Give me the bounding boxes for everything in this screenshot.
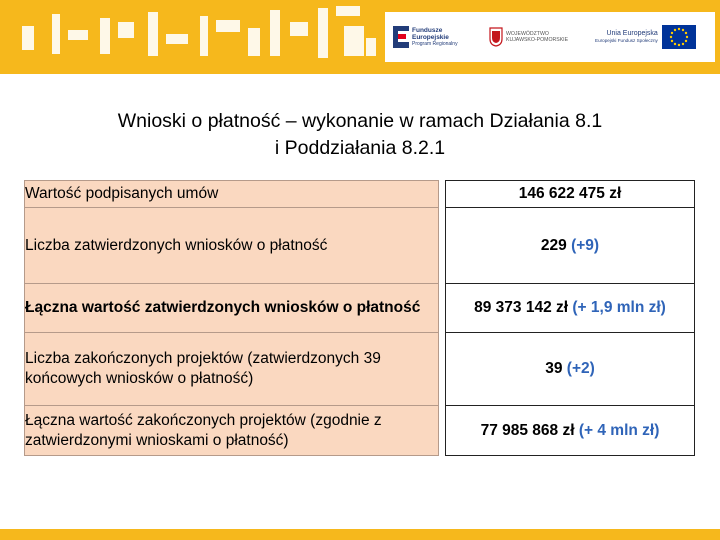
ue-line-2: Europejski Fundusz Społeczny (595, 38, 658, 43)
value-amount: 39 (545, 360, 563, 377)
decor-block (22, 26, 34, 50)
coat-of-arms-icon (489, 27, 503, 47)
ue-line-1: Unia Europejska (606, 30, 658, 37)
decor-block (336, 6, 360, 16)
decor-block (166, 34, 188, 44)
row-value (446, 181, 695, 208)
value-amount: 146 622 475 zł (518, 185, 622, 202)
fundusze-line-2: Europejskie (412, 33, 449, 41)
fundusze-line-1: Fundusze (412, 26, 443, 34)
header-banner (0, 0, 720, 74)
value-amount: 77 985 868 zł (480, 421, 575, 439)
title-line-2: i Poddziałania 8.2.1 (274, 137, 446, 159)
row-value (446, 333, 695, 406)
value-amount: 89 373 142 zł (474, 299, 569, 316)
row-label: Liczba zatwierdzonych wniosków o płatność (25, 208, 439, 284)
decor-block (52, 14, 60, 54)
row-value (446, 284, 695, 333)
row-label: Łączna wartość zakończonych projektów (zgodnie z zatwierdzonymi wnioskami o płatność) (25, 406, 439, 456)
table-row (25, 333, 695, 406)
decor-block (118, 22, 134, 38)
unia-europejska-logo (595, 17, 711, 57)
decor-block (366, 38, 376, 56)
table-row (25, 284, 695, 333)
logo-strip (385, 12, 715, 62)
value-change: (+ 4 mln zł) (578, 421, 660, 439)
value-change: (+ 1,9 mln zł) (572, 299, 666, 316)
kujawsko-pomorskie-logo (489, 17, 581, 57)
decor-block (318, 8, 328, 58)
fundusze-line-3: Program Regionalny (412, 40, 458, 47)
decor-block (290, 22, 308, 36)
footer-band (0, 529, 720, 540)
fundusze-europejskie-mark-icon (393, 26, 409, 48)
table-row (25, 181, 695, 208)
decor-block (148, 12, 158, 56)
row-value (446, 406, 695, 456)
decor-block (68, 30, 88, 40)
eu-flag-icon (662, 25, 696, 49)
row-label: Wartość podpisanych umów (25, 181, 439, 208)
value-change: (+9) (571, 236, 600, 254)
row-label: Liczba zakończonych projektów (zatwierdzonych 39 końcowych wniosków o płatność) (25, 333, 439, 406)
decor-block (216, 20, 240, 32)
slide-title (0, 108, 720, 162)
fundusze-europejskie-logo (393, 17, 483, 57)
decor-block (248, 28, 260, 56)
kp-line-2: KUJAWSKO-POMORSKIE (506, 37, 569, 43)
decor-block (270, 10, 280, 56)
decor-block (344, 26, 364, 56)
kp-line-1: WOJEWÓDZTWO (506, 31, 549, 37)
decor-block (100, 18, 110, 54)
table-row (25, 406, 695, 456)
value-amount: 229 (540, 236, 567, 254)
row-value (446, 208, 695, 284)
value-change: (+2) (566, 360, 595, 377)
decor-block (200, 16, 208, 56)
payment-summary-table (24, 180, 695, 456)
row-label: Łączna wartość zatwierdzonych wniosków o płatność (25, 284, 439, 333)
title-line-1: Wnioski o płatność – wykonanie w ramach Działania 8.1 (117, 110, 603, 132)
table-row (25, 208, 695, 284)
